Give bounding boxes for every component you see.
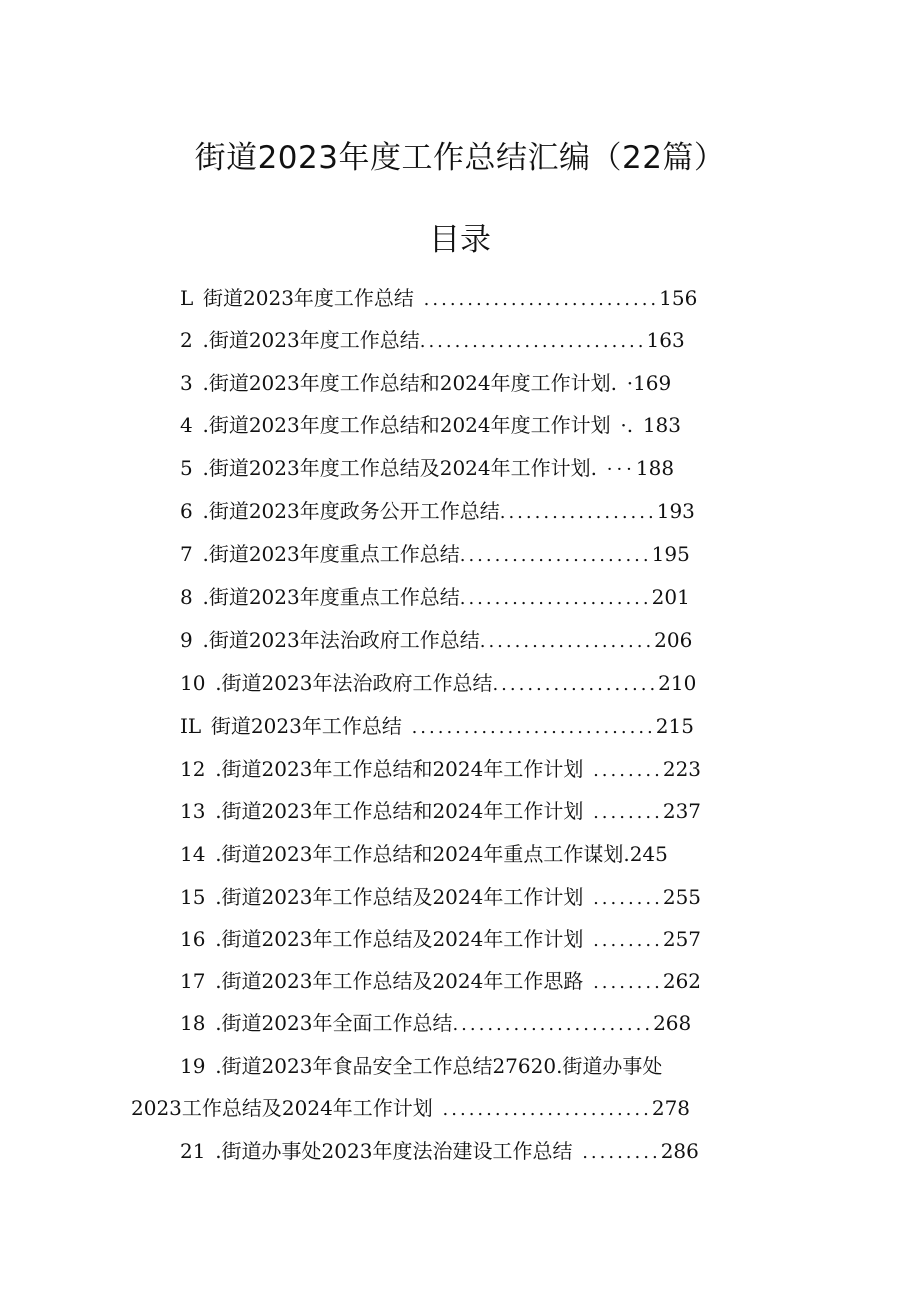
toc-entry-page: 195 [651, 542, 690, 566]
toc-leader-dots: ........ [593, 802, 663, 823]
toc-entry-number: 17 [180, 969, 206, 993]
toc-entry-title: .街道2023年度工作总结 [202, 328, 420, 352]
toc-entry-number: 4 [180, 413, 193, 437]
toc-entry[interactable] [180, 796, 701, 826]
toc-entry[interactable] [180, 625, 692, 655]
toc-entry[interactable] [131, 1093, 690, 1123]
toc-entry[interactable] [180, 839, 668, 869]
toc-entry-page: 163 [646, 328, 685, 352]
toc-entry-title: .街道2023年工作总结及2024年工作计划 [215, 927, 584, 951]
toc-entry[interactable] [180, 668, 696, 698]
toc-entry-title: .街道2023年食品安全工作总结27620.街道办事处 [215, 1054, 663, 1078]
toc-entry-title: .街道2023年度工作总结和2024年度工作计划. [202, 371, 617, 395]
toc-entry-title: .街道2023年度重点工作总结 [202, 542, 460, 566]
toc-leader-dots: ......... [582, 1142, 661, 1163]
toc-entry-number: 14 [180, 842, 206, 866]
toc-entry-page: 206 [654, 628, 693, 652]
toc-entry-number: 16 [180, 927, 206, 951]
toc-leader-dots: ....................... [452, 1014, 654, 1035]
toc-entry-title: 2023工作总结及2024年工作计划 [131, 1096, 433, 1120]
toc-entry[interactable] [180, 754, 701, 784]
toc-entry-number: 19 [180, 1054, 206, 1078]
toc-entry-page: 268 [653, 1011, 692, 1035]
toc-entry-page: 286 [660, 1139, 699, 1163]
toc-entry[interactable] [180, 711, 694, 741]
toc-entry[interactable] [180, 1051, 662, 1081]
toc-entry-page: 245 [629, 842, 668, 866]
toc-entry-page: 201 [651, 585, 690, 609]
toc-entry-title: .街道2023年度重点工作总结 [202, 585, 460, 609]
toc-entry-page: 262 [662, 969, 702, 993]
toc-leader-dots: ...................... [459, 588, 652, 609]
toc-entry-number: 2 [180, 328, 193, 352]
toc-entry[interactable] [180, 410, 681, 440]
toc-leader-dots: .......................... [419, 331, 647, 352]
toc-entry-title: .街道2023年工作总结和2024年重点工作谋划. [215, 842, 630, 866]
toc-leader-dots: ........ [593, 972, 663, 993]
document-title: 街道2023年度工作总结汇编（22篇） [194, 140, 726, 176]
toc-entry-number: 3 [180, 371, 193, 395]
toc-entry-title: .街道2023年度政务公开工作总结 [202, 499, 500, 523]
toc-entry-page: 255 [662, 885, 702, 909]
toc-entry-page: 156 [659, 286, 698, 310]
toc-entry-title: .街道2023年工作总结和2024年工作计划 [215, 799, 584, 823]
toc-entry-page: 188 [635, 456, 675, 480]
toc-entry-title: .街道2023年工作总结及2024年工作思路 [215, 969, 584, 993]
toc-entry-title: .街道2023年法治政府工作总结 [215, 671, 493, 695]
toc-entry-page: 278 [651, 1096, 691, 1120]
toc-entry-number: 6 [180, 499, 193, 523]
toc-entry-number: IL [180, 714, 202, 738]
toc-entry-number: 5 [180, 456, 193, 480]
toc-entry-page: 169 [633, 371, 672, 395]
toc-entry-title: 街道2023年度工作总结 [203, 286, 414, 310]
toc-entry-page: 215 [655, 714, 694, 738]
toc-entry-number: 8 [180, 585, 193, 609]
toc-entry[interactable] [180, 283, 697, 313]
toc-leader-dots: .................. [499, 502, 657, 523]
toc-leader-dots: ........ [593, 888, 663, 909]
toc-heading: 目录 [429, 222, 491, 258]
toc-entry-page: 257 [662, 927, 702, 951]
toc-entry-title: .街道2023年法治政府工作总结 [202, 628, 480, 652]
toc-entry-title: .街道2023年工作总结及2024年工作计划 [215, 885, 584, 909]
toc-leader-dots: ...................... [459, 545, 652, 566]
toc-entry-number: 13 [180, 799, 206, 823]
toc-entry-page: 183 [642, 413, 681, 437]
toc-leader-dots: ................... [492, 674, 659, 695]
toc-entry-title: 街道2023年工作总结 [210, 714, 402, 738]
toc-leader-dots: ··· [606, 459, 636, 480]
toc-entry[interactable] [180, 1136, 699, 1166]
toc-leader-dots: .................... [479, 631, 655, 652]
toc-entry[interactable] [180, 1008, 691, 1038]
toc-entry[interactable] [180, 882, 701, 912]
toc-entry-title: .街道2023年全面工作总结 [215, 1011, 453, 1035]
toc-entry[interactable] [180, 582, 690, 612]
toc-entry[interactable] [180, 453, 674, 483]
toc-entry-page: 237 [662, 799, 702, 823]
toc-leader-dots: · [626, 371, 634, 395]
toc-leader-dots: ........................ [442, 1099, 652, 1120]
toc-entry[interactable] [180, 496, 695, 526]
toc-entry-number: 18 [180, 1011, 206, 1035]
toc-entry-page: 193 [656, 499, 695, 523]
toc-entry[interactable] [180, 966, 701, 996]
toc-leader-dots: ·. [620, 413, 634, 437]
toc-leader-dots: ........ [593, 760, 663, 781]
toc-entry-number: 15 [180, 885, 206, 909]
toc-leader-dots: ........ [593, 930, 663, 951]
toc-entry-title: .街道2023年度工作总结及2024年工作计划. [202, 456, 597, 480]
toc-entry[interactable] [180, 368, 671, 398]
toc-entry-title: .街道办事处2023年度法治建设工作总结 [215, 1139, 573, 1163]
toc-entry-title: .街道2023年度工作总结和2024年度工作计划 [202, 413, 611, 437]
toc-entry-number: 10 [180, 671, 206, 695]
toc-entry-number: 7 [180, 542, 193, 566]
toc-leader-dots: ........................... [423, 289, 660, 310]
toc-leader-dots: ............................ [411, 717, 656, 738]
toc-entry-title: .街道2023年工作总结和2024年工作计划 [215, 757, 584, 781]
toc-entry-page: 223 [662, 757, 702, 781]
toc-entry-number: L [180, 286, 194, 310]
toc-entry[interactable] [180, 325, 685, 355]
toc-entry-number: 21 [180, 1139, 206, 1163]
toc-entry-page: 210 [658, 671, 697, 695]
toc-entry[interactable] [180, 924, 701, 954]
toc-entry-number: 12 [180, 757, 206, 781]
toc-entry[interactable] [180, 539, 690, 569]
toc-entry-number: 9 [180, 628, 193, 652]
